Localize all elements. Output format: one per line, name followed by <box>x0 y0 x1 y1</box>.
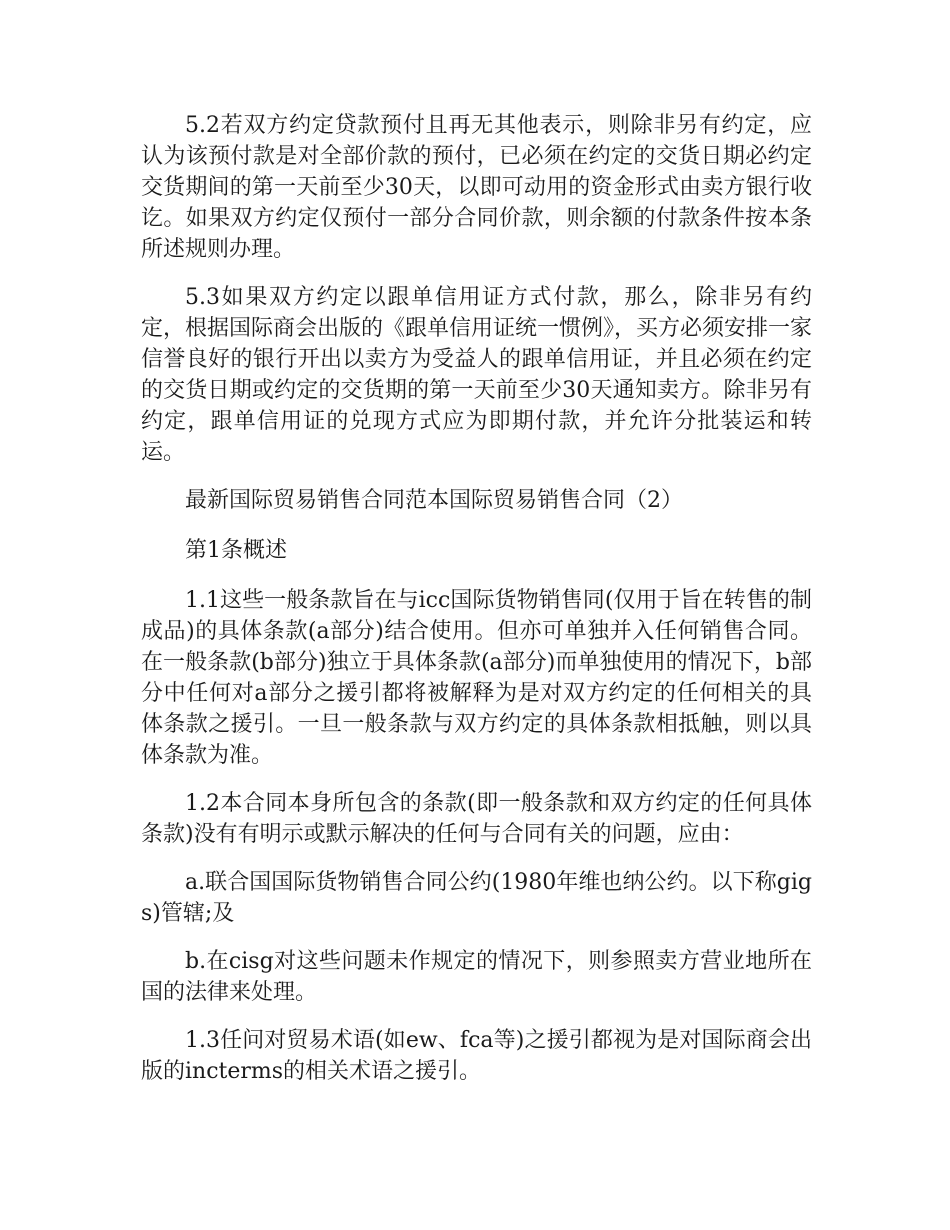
paragraph-1-2-b: b.在cisg对这些问题未作规定的情况下，则参照卖方营业地所在国的法律来处理。 <box>141 949 812 1005</box>
paragraph-1-1: 1.1这些一般条款旨在与icc国际货物销售同(仅用于旨在转售的制成品)的具体条款(a部分)结合使用。但亦可单独并入任何销售合同。在一般条款(b部分)独立于具体条款(a部分)而单独使用的情况下，b部分中任何对a部分之援引都将被解释为是对双方约定的任何相关的具体条款之援引。一旦一般条款与双方约定的具体条款相抵触，则以具体条款为准。 <box>141 588 812 768</box>
paragraph-5-2: 5.2若双方约定贷款预付且再无其他表示，则除非另有约定，应认为该预付款是对全部价款的预付，已必须在约定的交货日期必约定交货期间的第一天前至少30天，以即可动用的资金形式由卖方银行收讫。如果双方约定仅预付一部分合同价款，则余额的付款条件按本条所述规则办理。 <box>141 113 812 262</box>
paragraph-1-3: 1.3任问对贸易术语(如ew、fca等)之援引都视为是对国际商会出版的incterms的相关术语之援引。 <box>141 1028 812 1084</box>
article-1-title: 第1条概述 <box>185 538 287 563</box>
paragraph-5-3: 5.3如果双方约定以跟单信用证方式付款，那么，除非另有约定，根据国际商会出版的《跟单信用证统一惯例》，买方必须安排一家信誉良好的银行开出以卖方为受益人的跟单信用证，并且必须在约定的交货日期或约定的交货期的第一天前至少30天通知卖方。除非另有约定，跟单信用证的兑现方式应为即期付款，并允许分批装运和转运。 <box>141 285 813 465</box>
paragraph-1-2-a: a.联合国国际货物销售合同公约(1980年维也纳公约。以下称gigs)管辖;及 <box>141 870 812 926</box>
contract-title: 最新国际贸易销售合同范本国际贸易销售合同（2） <box>185 488 683 513</box>
paragraph-1-2: 1.2本合同本身所包含的条款(即一般条款和双方约定的任何具体条款)没有有明示或默示解决的任何与合同有关的问题，应由： <box>141 791 812 847</box>
